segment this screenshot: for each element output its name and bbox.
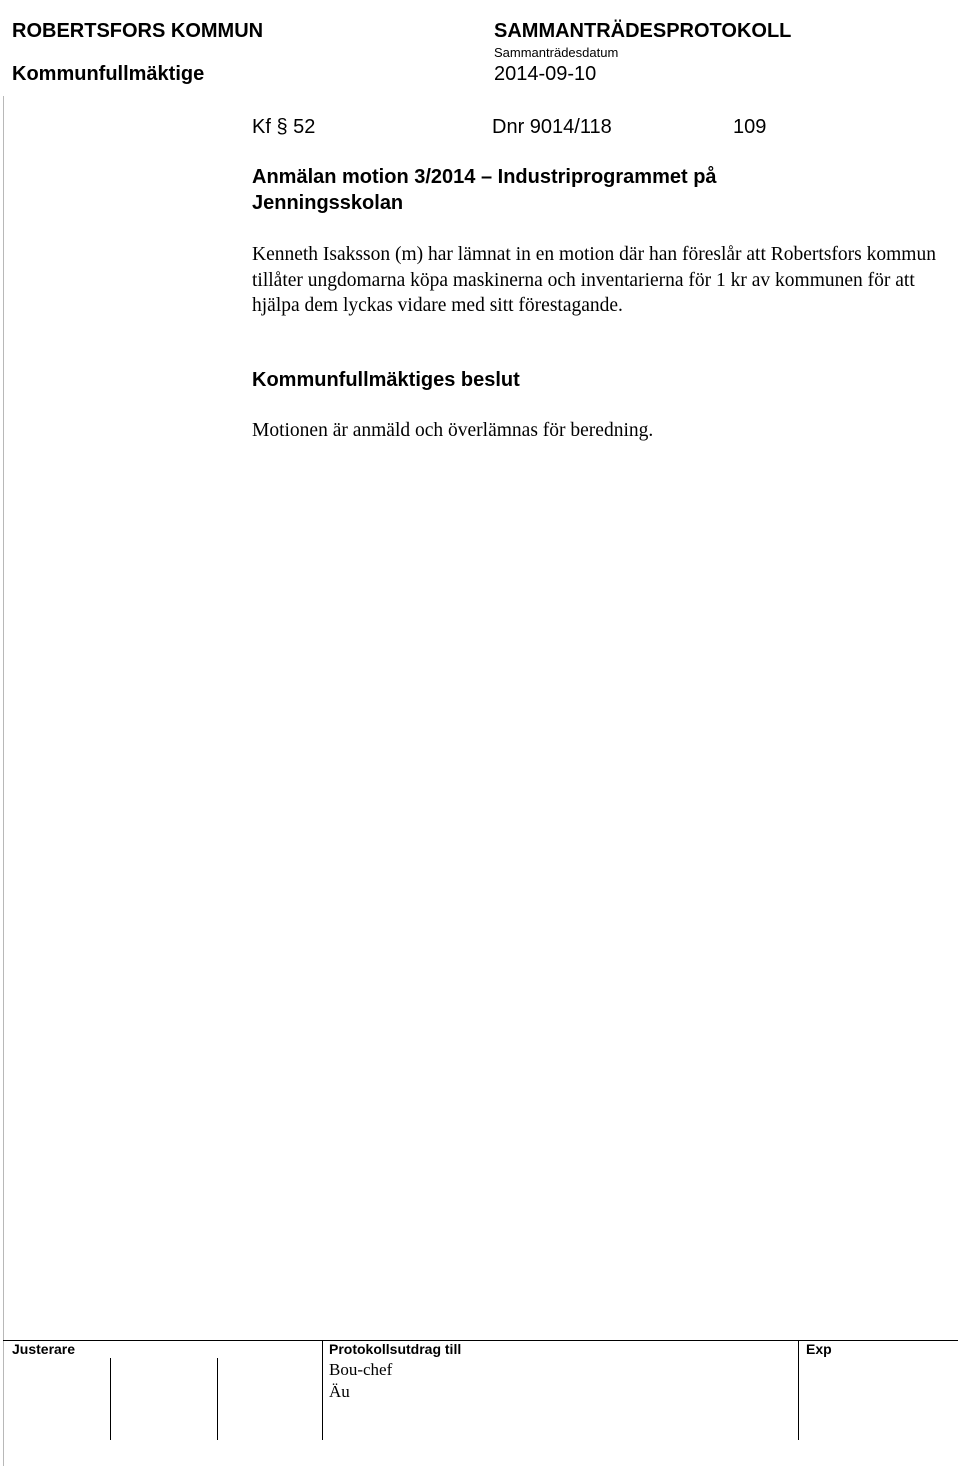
protokollsutdrag-label: Protokollsutdrag till — [329, 1341, 462, 1357]
council-name: Kommunfullmäktige — [12, 63, 205, 85]
diary-number: Dnr 9014/118 — [492, 116, 612, 138]
column-divider — [798, 1341, 799, 1440]
signature-divider — [110, 1358, 111, 1440]
date-label: Sammanträdesdatum — [494, 45, 619, 60]
left-margin-rule — [3, 96, 4, 1466]
recipient-item: Bou-chef — [329, 1360, 393, 1379]
column-divider — [322, 1341, 323, 1440]
paragraph-number: Kf § 52 — [252, 116, 316, 138]
decision-text: Motionen är anmäld och överlämnas för beredning. — [252, 420, 654, 441]
decision-heading: Kommunfullmäktiges beslut — [252, 369, 520, 391]
paragraph-text: Kenneth Isaksson (m) har lämnat in en motion där han föreslår att Robertsfors kommun tillåter ungdomarna köpa maskinerna och inventarierna för 1 kr av kommunen för att hjälpa dem lyckas vidare med sitt förestagande. — [252, 244, 936, 317]
recipient-item: Äu — [329, 1382, 350, 1401]
signature-divider — [217, 1358, 218, 1440]
page-number: 109 — [733, 116, 767, 138]
organization-name: ROBERTSFORS KOMMUN — [12, 20, 264, 42]
exp-label: Exp — [806, 1341, 832, 1357]
paragraph-title: Anmälan motion 3/2014 – Industriprogrammet på Jenningsskolan — [252, 166, 717, 214]
document-type: SAMMANTRÄDESPROTOKOLL — [494, 20, 792, 42]
meeting-date: 2014-09-10 — [494, 63, 597, 85]
justerare-label: Justerare — [12, 1341, 76, 1357]
